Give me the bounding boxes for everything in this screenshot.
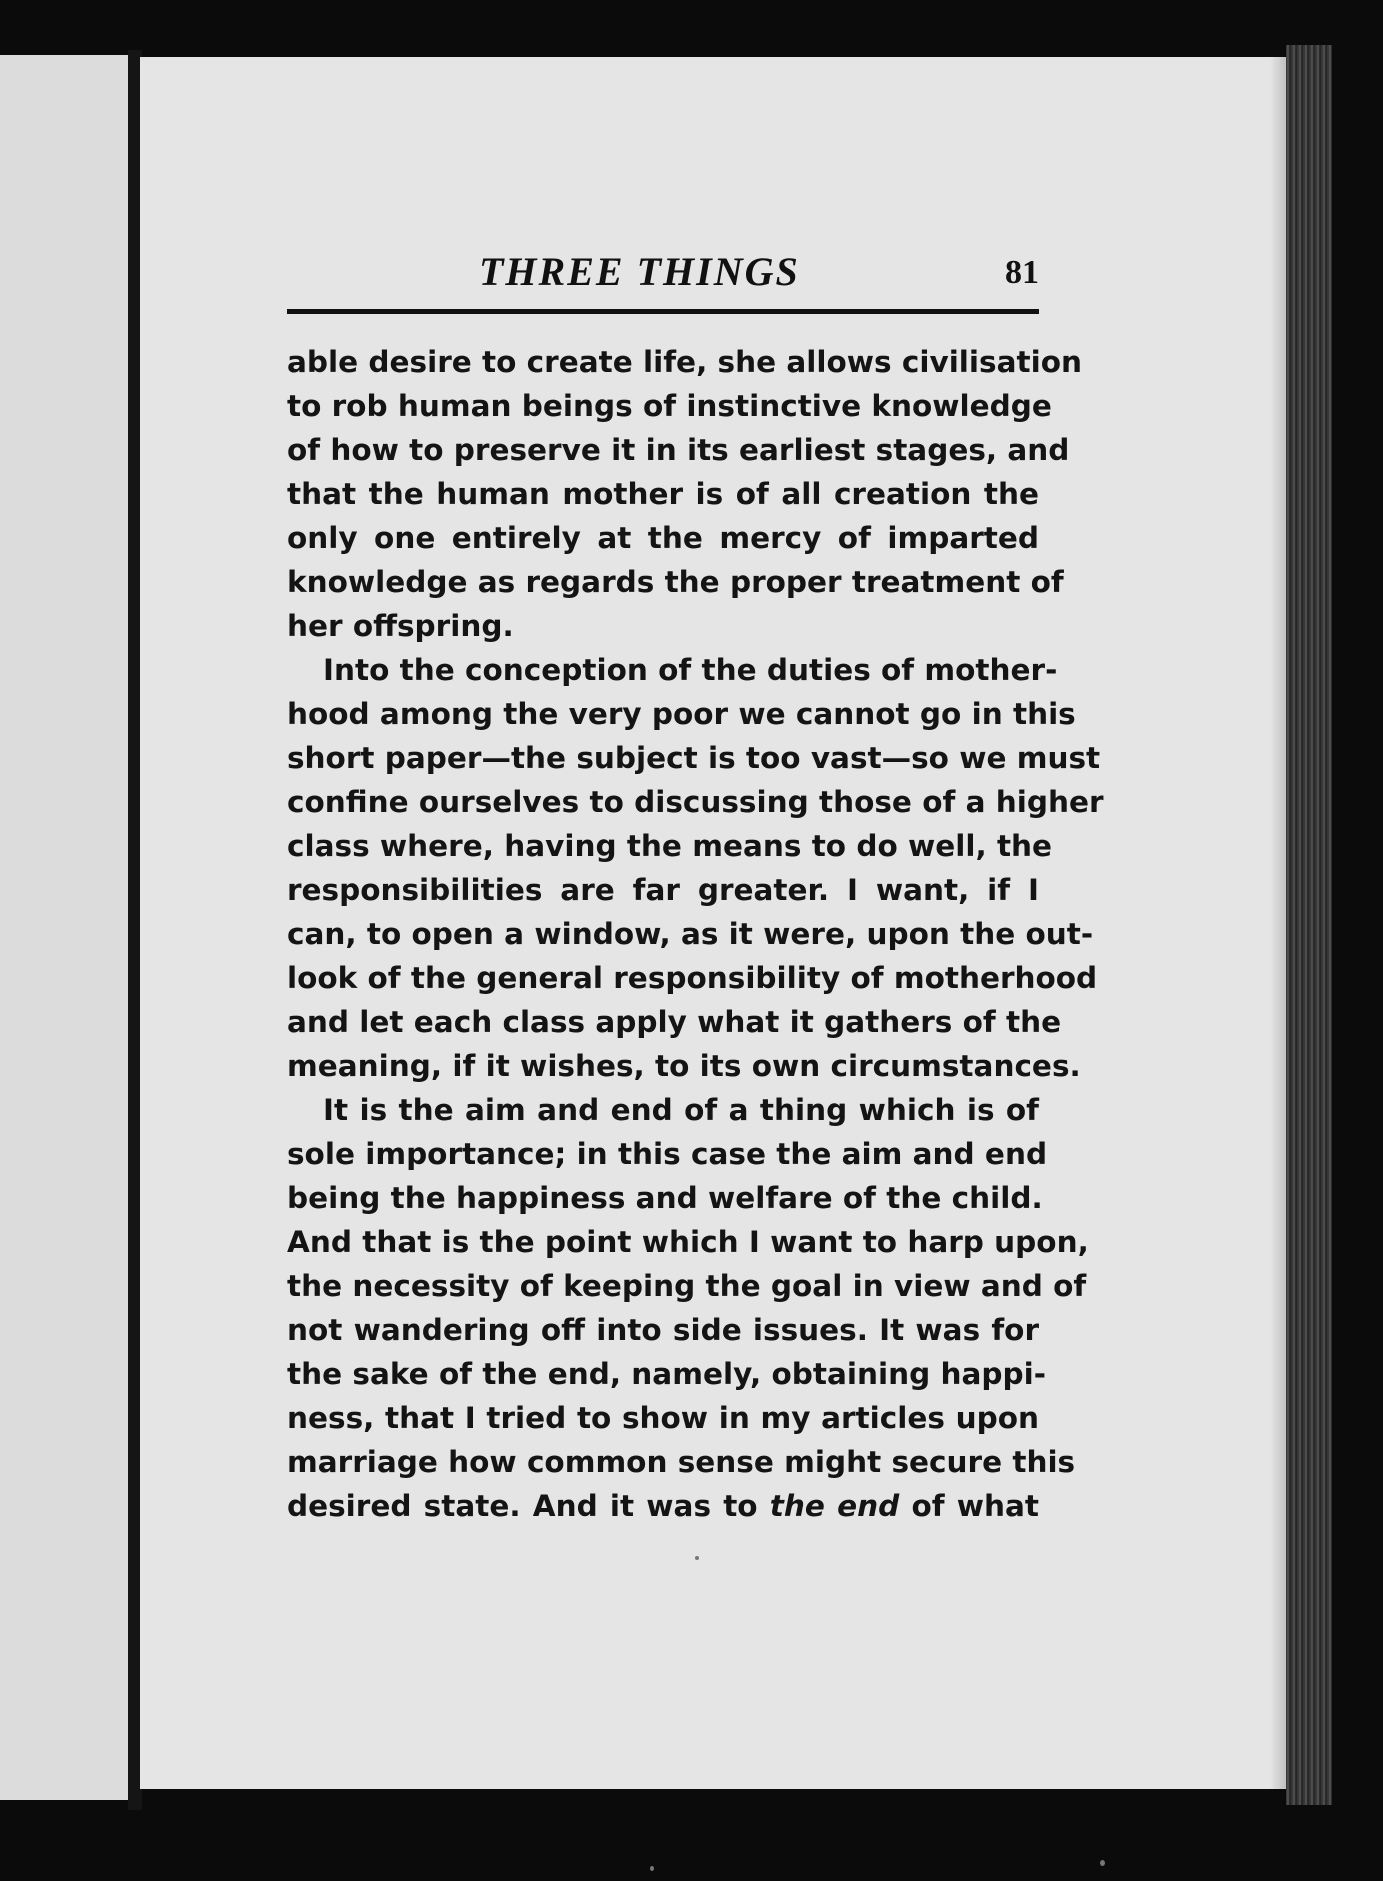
text-line: class where, having the means to do well, the — [287, 829, 1053, 863]
text-line: hood among the very poor we cannot go in this — [287, 697, 1076, 731]
text-line: ness, that I tried to show in my articles upon — [287, 1401, 1039, 1435]
text-line: can, to open a window, as it were, upon the out- — [287, 917, 1094, 951]
text-line: knowledge as regards the proper treatment of — [287, 565, 1064, 599]
running-title: THREE THINGS — [479, 249, 800, 294]
scan-speck — [695, 1556, 699, 1560]
running-header — [287, 248, 1039, 308]
header-rule — [287, 309, 1039, 314]
paragraph-first-line: Into the conception of the duties of mother- — [323, 653, 1058, 687]
emphasis-text: the end — [769, 1489, 900, 1523]
final-line-lead: desired state. And it was to — [287, 1489, 758, 1523]
page-number: 81 — [1005, 254, 1039, 291]
text-line: her offspring. — [287, 609, 514, 643]
paragraph-first-line: It is the aim and end of a thing which is of — [323, 1093, 1039, 1127]
text-line: being the happiness and welfare of the child. — [287, 1181, 1043, 1215]
final-line-tail: of what — [911, 1489, 1039, 1523]
text-line: short paper—the subject is too vast—so we must — [287, 741, 1101, 775]
page-stack-edge — [1286, 45, 1332, 1805]
text-line: look of the general responsibility of motherhood — [287, 961, 1098, 995]
text-line: to rob human beings of instinctive knowledge — [287, 389, 1052, 423]
text-line: sole importance; in this case the aim and end — [287, 1137, 1048, 1171]
previous-page-edge — [0, 55, 134, 1800]
text-line: able desire to create life, she allows civilisation — [287, 345, 1082, 379]
text-line: the sake of the end, namely, obtaining happi- — [287, 1357, 1046, 1391]
text-line: not wandering off into side issues. It was for — [287, 1313, 1039, 1347]
text-line: confine ourselves to discussing those of a higher — [287, 785, 1104, 819]
scan-speck — [1100, 1860, 1105, 1866]
text-line-final — [287, 1484, 1039, 1528]
text-line: the necessity of keeping the goal in view and of — [287, 1269, 1087, 1303]
text-line: that the human mother is of all creation the — [287, 477, 1039, 511]
text-line: meaning, if it wishes, to its own circumstances. — [287, 1049, 1081, 1083]
text-line: of how to preserve it in its earliest stages, and — [287, 433, 1070, 467]
text-line: And that is the point which I want to harp upon, — [287, 1225, 1089, 1259]
text-line: only one entirely at the mercy of imparted — [287, 521, 1039, 555]
scan-speck — [650, 1866, 654, 1871]
text-line: and let each class apply what it gathers of the — [287, 1005, 1062, 1039]
body-text — [287, 340, 1104, 1528]
text-line: marriage how common sense might secure this — [287, 1445, 1076, 1479]
text-line: responsibilities are far greater. I want, if I — [287, 873, 1039, 907]
